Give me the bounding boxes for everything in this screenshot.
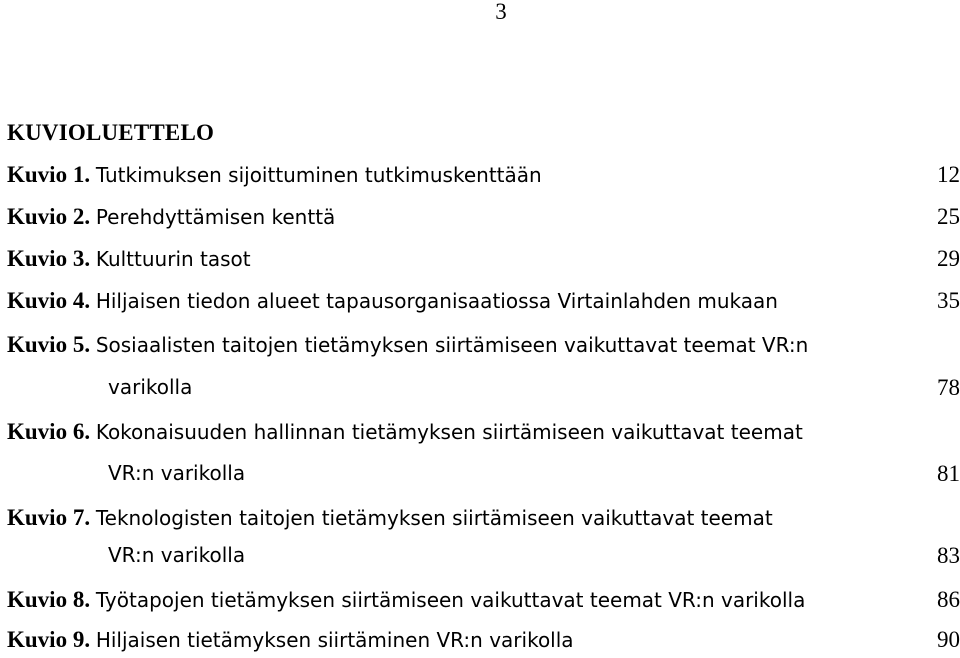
figure-list-item bbox=[7, 163, 960, 191]
figure-label: Kuvio 3. bbox=[7, 246, 91, 271]
figure-title: Kulttuurin tasot bbox=[95, 247, 251, 271]
figure-page-number: 29 bbox=[937, 246, 960, 271]
figure-page-number: 25 bbox=[937, 204, 960, 229]
figure-page-number: 90 bbox=[937, 627, 960, 652]
figure-list-item bbox=[7, 420, 960, 448]
figure-label: Kuvio 7. bbox=[7, 505, 91, 530]
figure-page-number: 78 bbox=[937, 375, 960, 400]
figure-label: Kuvio 1. bbox=[7, 162, 91, 187]
figure-list-item bbox=[7, 506, 960, 534]
figure-list-item bbox=[7, 588, 960, 616]
page-number: 3 bbox=[495, 0, 507, 24]
figure-title: Kokonaisuuden hallinnan tietämyksen siirtämiseen vaikuttavat teemat bbox=[95, 420, 803, 444]
figure-title: Hiljaisen tiedon alueet tapausorganisaatiossa Virtainlahden mukaan bbox=[95, 289, 778, 313]
figure-label: Kuvio 9. bbox=[7, 627, 91, 652]
figure-title-continuation: varikolla bbox=[108, 375, 193, 399]
figure-label: Kuvio 6. bbox=[7, 419, 91, 444]
figure-list-item bbox=[7, 289, 960, 317]
figure-title: Hiljaisen tietämyksen siirtäminen VR:n varikolla bbox=[95, 628, 574, 652]
figure-page-number: 81 bbox=[937, 461, 960, 486]
figure-title-continuation: VR:n varikolla bbox=[108, 461, 246, 485]
figure-list-item bbox=[7, 333, 960, 361]
figure-page-number: 35 bbox=[937, 288, 960, 313]
figure-label: Kuvio 4. bbox=[7, 288, 91, 313]
figure-page-number: 12 bbox=[937, 162, 960, 187]
figure-title: Perehdyttämisen kenttä bbox=[95, 205, 336, 229]
page-title: KUVIOLUETTELO bbox=[7, 120, 215, 145]
figure-title-continuation: VR:n varikolla bbox=[108, 543, 246, 567]
figure-list-item bbox=[7, 247, 960, 275]
figure-title: Sosiaalisten taitojen tietämyksen siirtämiseen vaikuttavat teemat VR:n bbox=[95, 333, 809, 357]
figure-page-number: 83 bbox=[937, 543, 960, 568]
figure-page-number: 86 bbox=[937, 587, 960, 612]
figure-list-item bbox=[7, 628, 960, 656]
figure-list-item bbox=[7, 205, 960, 233]
figure-label: Kuvio 8. bbox=[7, 587, 91, 612]
figure-title: Tutkimuksen sijoittuminen tutkimuskenttään bbox=[95, 163, 542, 187]
figure-title: Työtapojen tietämyksen siirtämiseen vaikuttavat teemat VR:n varikolla bbox=[95, 588, 806, 612]
figure-label: Kuvio 5. bbox=[7, 332, 91, 357]
figure-title: Teknologisten taitojen tietämyksen siirtämiseen vaikuttavat teemat bbox=[95, 506, 773, 530]
figure-label: Kuvio 2. bbox=[7, 204, 91, 229]
